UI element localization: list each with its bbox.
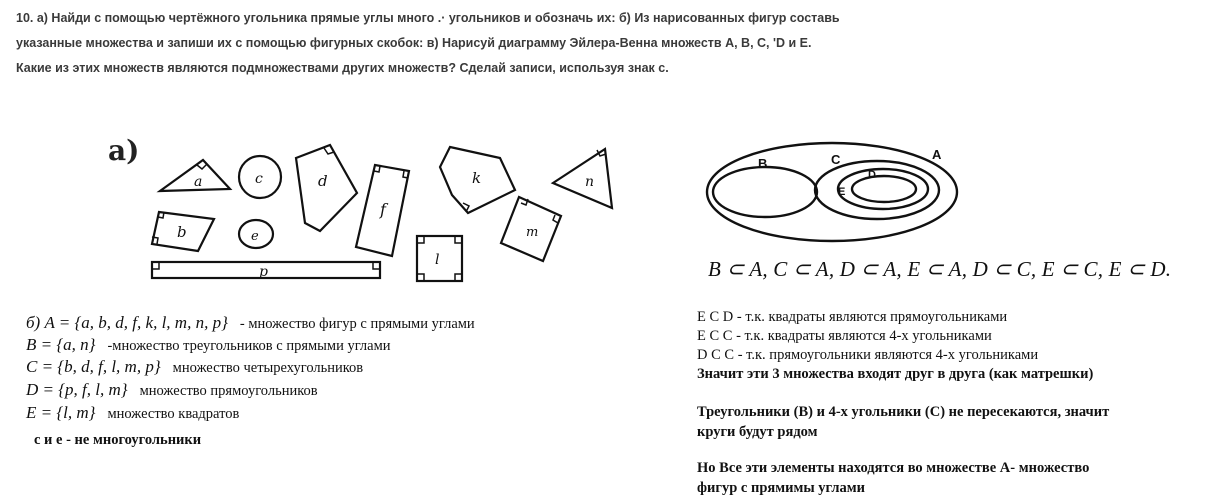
set-a-formula: б) A = {a, b, d, f, k, l, m, n, p} (26, 313, 228, 332)
label-e: e (251, 229, 259, 244)
explanation-line-8: фигур с прямимы углами (697, 480, 866, 496)
set-c-line (26, 357, 363, 377)
venn-set-e (852, 176, 916, 202)
set-d-line (26, 380, 318, 400)
venn-diagram (707, 143, 957, 241)
label-c: c (255, 171, 263, 187)
figure-d-pentagon (296, 145, 357, 231)
subset-relations: B ⊂ A, C ⊂ A, D ⊂ A, E ⊂ A, D ⊂ C, E ⊂ C, E ⊂ D. (708, 257, 1172, 281)
set-b-formula: B = {a, n} (26, 335, 96, 354)
set-d-formula: D = {p, f, l, m} (26, 380, 128, 399)
figure-n-triangle (553, 149, 612, 208)
set-c-desc: множество четырехугольников (172, 360, 364, 376)
figure-k-hexagon (440, 147, 515, 213)
task-line-1: 10. а) Найди с помощью чертёжного угольника прямые углы много .· угольников и обозначь их: б) Из нарисованных фигур составь (16, 11, 840, 25)
part-a-label: а) (108, 134, 140, 167)
task-line-3: Какие из этих множеств являются подмножествами других множеств? Сделай записи, используя знак с. (16, 61, 669, 75)
figure-f-rectangle (356, 165, 409, 256)
explanation-line-1: E C D - т.к. квадраты являются прямоугольниками (697, 309, 1008, 325)
label-p: p (259, 264, 268, 280)
set-c-formula: C = {b, d, f, l, m, p} (26, 357, 161, 376)
set-e-desc: множество квадратов (107, 406, 240, 422)
set-d-desc: множество прямоугольников (139, 383, 318, 399)
figure-e-circle (239, 220, 273, 248)
explanation-line-2: E C C - т.к. квадраты являются 4-х угольниками (697, 328, 992, 344)
set-e-formula: E = {l, m} (26, 403, 96, 422)
set-a-desc: - множество фигур с прямыми углами (239, 316, 475, 332)
figure-a-triangle (160, 160, 230, 191)
venn-label-e: E (838, 186, 846, 198)
label-b: b (177, 223, 187, 241)
venn-label-c: C (831, 152, 841, 167)
venn-label-d: D (868, 169, 876, 181)
venn-label-a: A (932, 147, 942, 162)
figure-p-rectangle (152, 262, 380, 280)
figure-m-square (501, 197, 561, 261)
note-non-polygons: с и е - не многоугольники (34, 432, 202, 448)
set-b-desc: -множество треугольников с прямыми углами (107, 338, 391, 354)
label-l: l (435, 252, 440, 268)
venn-label-b: B (758, 156, 768, 171)
explanation-line-3: D C C - т.к. прямоугольники являются 4-х угольниками (697, 347, 1039, 363)
label-k: k (472, 169, 482, 187)
figure-c-circle (239, 156, 281, 198)
label-n: n (585, 174, 595, 190)
set-a-line (26, 313, 475, 333)
task-line-2: указанные множества и запиши их с помощью фигурных скобок: в) Нарисуй диаграмму Эйлера-Венна множеств А, В, С, 'D и Е. (16, 36, 812, 50)
label-d: d (318, 172, 328, 190)
label-f: f (380, 200, 386, 219)
label-a: a (194, 174, 203, 190)
explanation-line-7: Но Все эти элементы находятся во множестве А- множество (697, 460, 1090, 476)
explanation-line-4: Значит эти 3 множества входят друг в друга (как матрешки) (697, 366, 1094, 382)
venn-set-b (713, 167, 817, 217)
explanation-line-5: Треугольники (В) и 4-х угольники (С) не пересекаются, значит (697, 404, 1110, 420)
set-e-line (26, 403, 239, 423)
set-b-line (26, 335, 391, 355)
figure-l-square (417, 236, 462, 281)
explanation-line-6: круги будут рядом (697, 424, 818, 440)
label-m: m (526, 225, 539, 240)
figure-b-quadrilateral (152, 212, 214, 251)
